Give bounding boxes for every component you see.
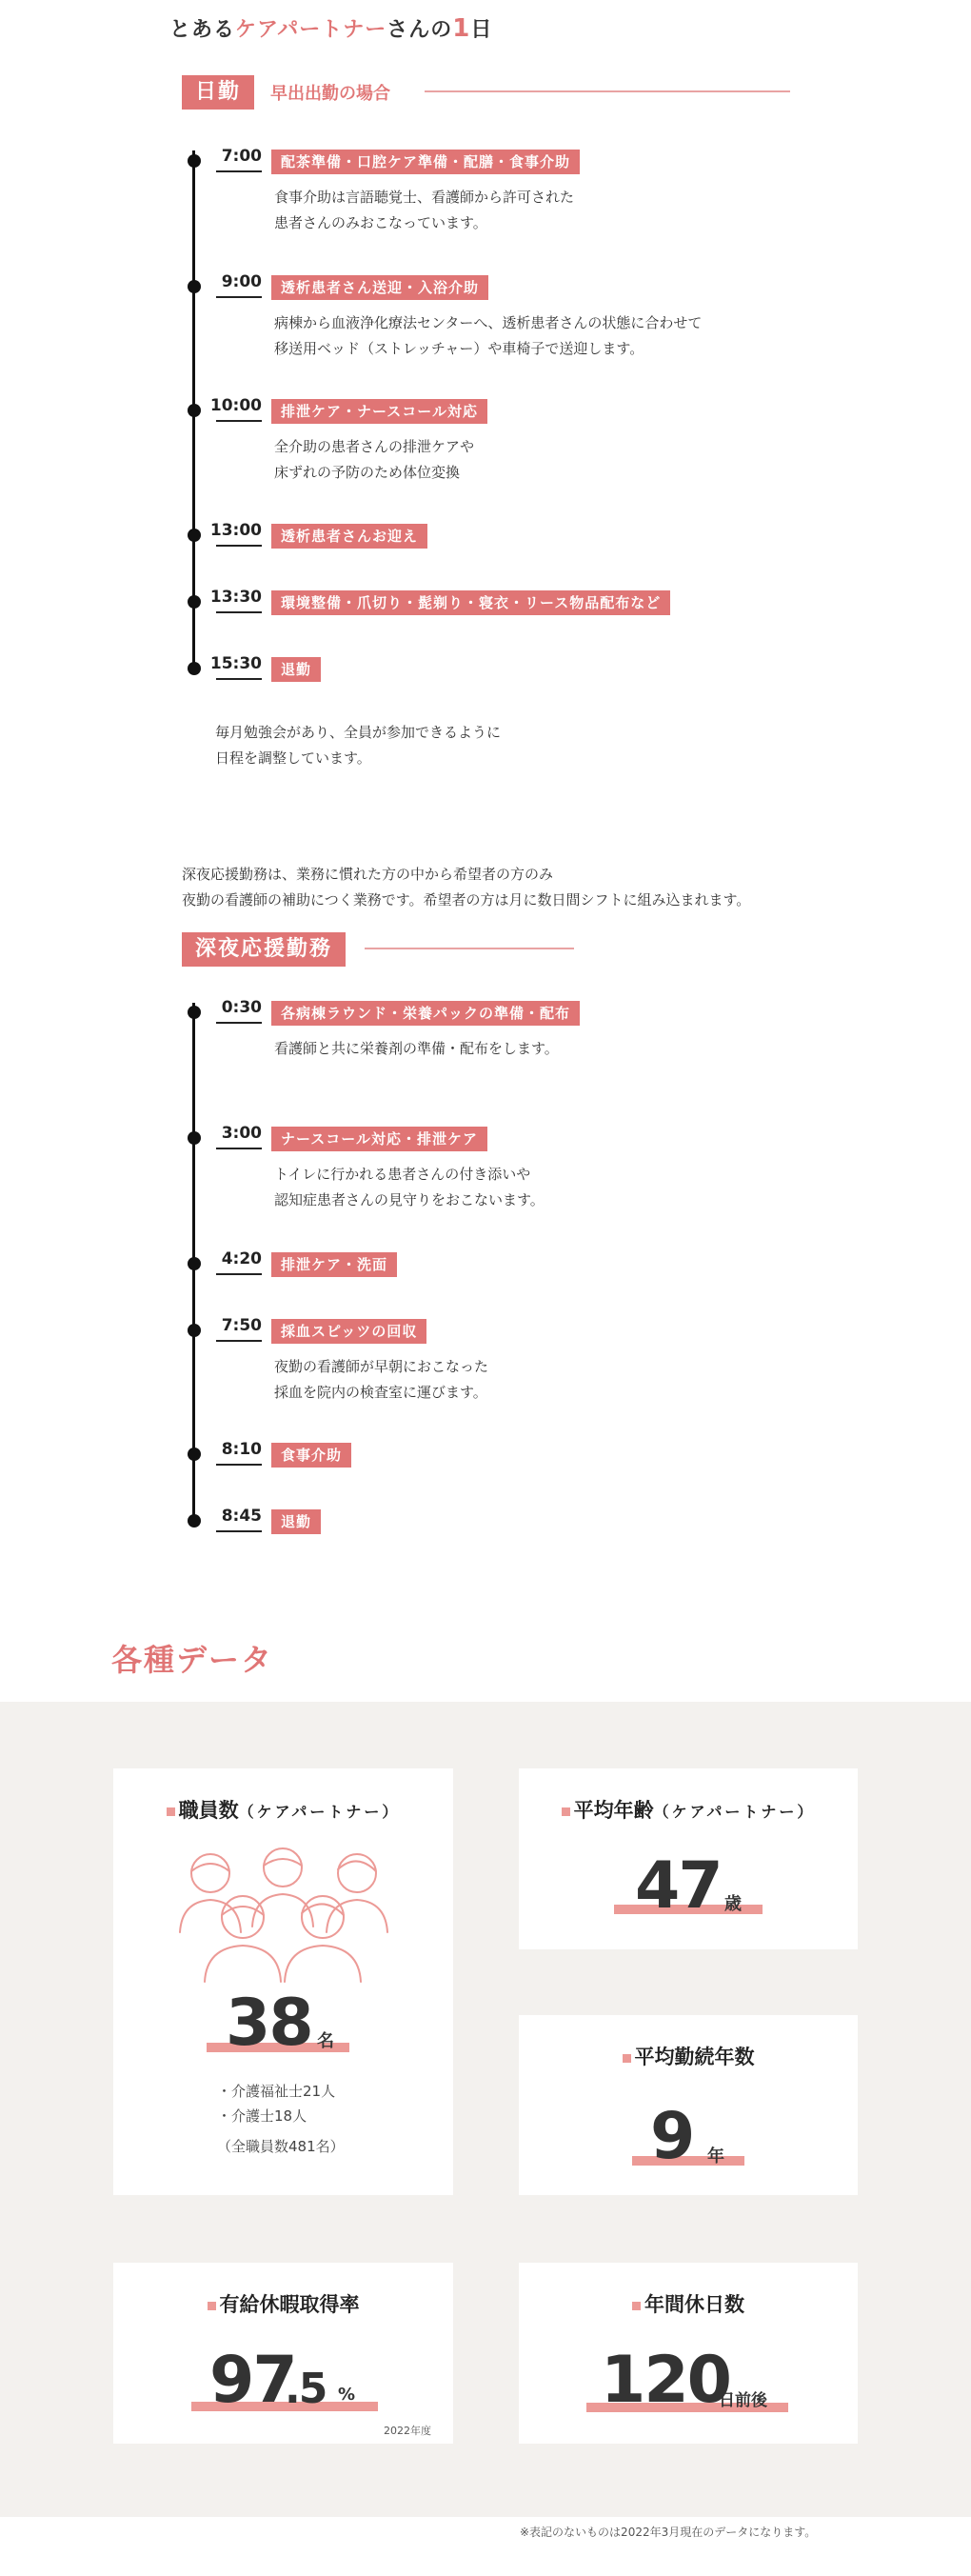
timeline-time: 13:30 — [209, 588, 262, 607]
description-line: 全介助の患者さんの排泄ケアや — [274, 438, 475, 455]
timeline-time: 15:30 — [209, 654, 262, 673]
staff-label: 職員数 — [178, 1799, 239, 1822]
timeline-time: 9:00 — [221, 272, 262, 291]
leave-year-note: 2022年度 — [384, 2425, 431, 2437]
timeline-task-description — [274, 1354, 488, 1406]
holidays-card — [519, 2263, 858, 2444]
timeline-time-underline — [216, 545, 262, 547]
holidays-unit: 日前後 — [719, 2391, 767, 2410]
timeline-time-underline — [216, 420, 262, 422]
timeline-time-underline — [216, 296, 262, 298]
timeline-task-tag: 環境整備・爪切り・髭剃り・寝衣・リース物品配布など — [271, 590, 670, 615]
staff-group-illustration — [176, 1847, 391, 1984]
data-section-title: 各種データ — [111, 1642, 274, 1678]
timeline-time-underline — [216, 1022, 262, 1024]
tenure-value: 9 — [650, 2099, 694, 2174]
tenure-card-heading — [519, 2042, 858, 2070]
timeline-time-underline — [216, 1273, 262, 1275]
timeline-time-underline — [216, 1530, 262, 1532]
title-post: 日 — [470, 18, 493, 42]
holidays-value: 120 — [601, 2343, 730, 2418]
description-line: 食事介助は言語聴覚士、看護師から許可された — [274, 189, 575, 206]
footnote: ※表記のないものは2022年3月現在のデータになります。 — [520, 2526, 817, 2539]
description-line: 採血を院内の検査室に運びます。 — [274, 1384, 487, 1401]
staff-value: 38 — [226, 1986, 312, 2061]
timeline-task-tag: 食事介助 — [271, 1443, 351, 1468]
description-line: 病棟から血液浄化療法センターへ、透析患者さんの状態に合わせて — [274, 314, 703, 331]
timeline-time: 7:00 — [221, 147, 262, 166]
timeline-time: 13:00 — [209, 521, 262, 540]
night-section-label: 深夜応援勤務 — [182, 932, 346, 967]
description-line: 夜勤の看護師が早朝におこなった — [274, 1358, 489, 1375]
title-pre: とある — [169, 18, 236, 42]
description-line: 看護師と共に栄養剤の準備・配布をします。 — [274, 1040, 559, 1057]
heading-square-icon — [632, 2302, 641, 2310]
timeline-task-tag: 透析患者さんお迎え — [271, 524, 427, 549]
holidays-label: 年間休日数 — [644, 2293, 744, 2316]
timeline-time-underline — [216, 1340, 262, 1342]
heading-square-icon — [623, 2054, 631, 2063]
timeline-task-tag: 退勤 — [271, 1509, 321, 1534]
title-number: 1 — [452, 14, 471, 43]
timeline-task-description — [274, 1036, 559, 1062]
timeline-time: 10:00 — [209, 396, 262, 415]
timeline-task-tag: 排泄ケア・洗面 — [271, 1252, 397, 1277]
leave-value-dec: .5 — [285, 2365, 327, 2413]
staff-card-heading — [113, 1795, 453, 1824]
timeline-task-tag: 配茶準備・口腔ケア準備・配膳・食事介助 — [271, 150, 580, 174]
staff-card — [113, 1768, 453, 2195]
tenure-label: 平均勤続年数 — [634, 2046, 755, 2068]
staff-bullet: ・介護士18人 — [217, 2107, 307, 2125]
day-section-subtitle: 早出出勤の場合 — [270, 84, 390, 104]
timeline-task-tag: 採血スピッツの回収 — [271, 1319, 426, 1344]
timeline-time-underline — [216, 678, 262, 680]
leave-unit: % — [338, 2385, 356, 2405]
day-section-rule — [425, 90, 790, 92]
day-note-line: 毎月勉強会があり、全員が参加できるように — [215, 724, 502, 741]
timeline-time-underline — [216, 170, 262, 172]
leave-label: 有給休暇取得率 — [219, 2293, 360, 2316]
timeline-task-description — [274, 185, 574, 236]
timeline-time: 4:20 — [221, 1249, 262, 1268]
night-intro-line: 深夜応援勤務は、業務に慣れた方の中から希望者の方のみ — [182, 866, 554, 883]
heading-square-icon — [167, 1807, 175, 1816]
night-intro — [182, 862, 750, 913]
tenure-card — [519, 2015, 858, 2195]
staff-total: （全職員数481名） — [217, 2138, 345, 2155]
timeline-time-underline — [216, 611, 262, 613]
heading-square-icon — [562, 1807, 570, 1816]
description-line: 患者さんのみおこなっています。 — [274, 214, 487, 231]
age-card-heading — [519, 1795, 858, 1824]
timeline-task-tag: 各病棟ラウンド・栄養パックの準備・配布 — [271, 1001, 580, 1026]
staff-unit: 名 — [317, 2031, 334, 2051]
day-note-line: 日程を調整しています。 — [215, 749, 371, 767]
title-mid: さんの — [386, 18, 453, 42]
timeline-time: 0:30 — [221, 998, 262, 1017]
holidays-card-heading — [519, 2289, 858, 2318]
staff-label-small: （ケアパートナー） — [238, 1803, 401, 1821]
age-card — [519, 1768, 858, 1949]
description-line: 認知症患者さんの見守りをおこないます。 — [274, 1191, 545, 1208]
age-value: 47 — [635, 1848, 722, 1924]
timeline-task-description — [274, 1162, 545, 1213]
description-line: 移送用ベッド（ストレッチャー）や車椅子で送迎します。 — [274, 340, 644, 357]
heading-square-icon — [208, 2302, 216, 2310]
timeline-task-tag: 透析患者さん送迎・入浴介助 — [271, 275, 488, 300]
tenure-unit: 年 — [707, 2147, 724, 2167]
leave-value-int: 97 — [209, 2343, 296, 2418]
description-line: 床ずれの予防のため体位変換 — [274, 464, 461, 481]
night-intro-line: 夜勤の看護師の補助につく業務です。希望者の方は月に数日間シフトに組み込まれます。 — [182, 891, 751, 909]
timeline-task-description — [274, 434, 474, 486]
day-note — [215, 720, 501, 771]
description-line: トイレに行かれる患者さんの付き添いや — [274, 1166, 531, 1183]
age-label: 平均年齢 — [573, 1799, 654, 1822]
timeline-time: 8:10 — [221, 1440, 262, 1459]
leave-card-heading — [113, 2289, 453, 2318]
timeline-time: 8:45 — [221, 1507, 262, 1526]
timeline-task-tag: 退勤 — [271, 657, 321, 682]
page-title — [169, 13, 492, 43]
leave-card — [113, 2263, 453, 2444]
timeline-task-tag: 排泄ケア・ナースコール対応 — [271, 399, 487, 424]
timeline-time: 3:00 — [221, 1124, 262, 1143]
night-section-rule — [365, 948, 574, 949]
timeline-task-tag: ナースコール対応・排泄ケア — [271, 1127, 487, 1151]
age-label-small: （ケアパートナー） — [653, 1803, 816, 1821]
staff-breakdown — [217, 2079, 345, 2159]
age-unit: 歳 — [724, 1894, 742, 1914]
timeline-time-underline — [216, 1148, 262, 1149]
staff-bullet: ・介護福祉士21人 — [217, 2083, 336, 2100]
timeline-time-underline — [216, 1464, 262, 1466]
day-section-label: 日勤 — [182, 75, 254, 110]
timeline-task-description — [274, 310, 702, 362]
timeline-time: 7:50 — [221, 1316, 262, 1335]
title-accent: ケアパートナー — [235, 18, 387, 42]
